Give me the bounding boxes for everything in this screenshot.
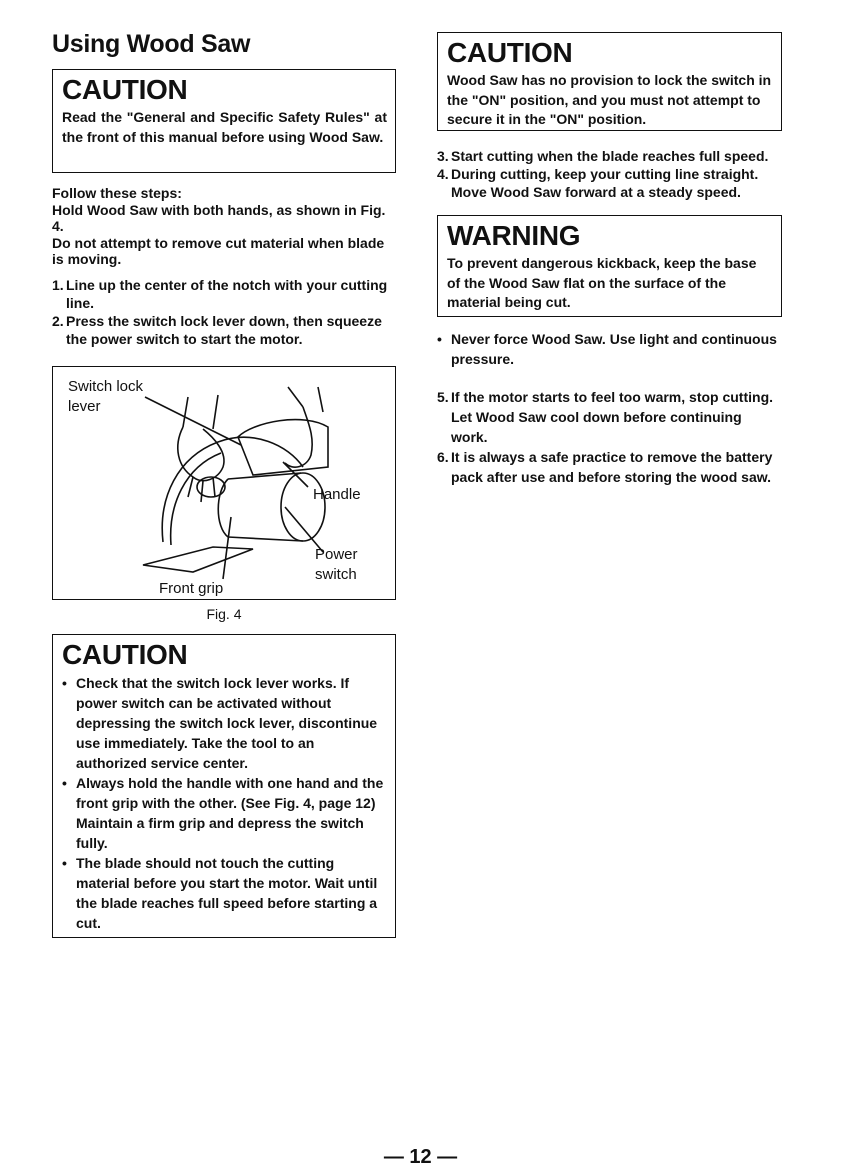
warning-box-kickback <box>437 215 782 317</box>
step-number: 3. <box>437 148 449 164</box>
step-item <box>52 312 396 348</box>
pointer-switch-lock <box>145 397 241 445</box>
handle-shape <box>238 419 328 474</box>
bullet-dot-icon: • <box>62 674 67 691</box>
label-power-switch: Power switch <box>315 545 358 583</box>
step-item <box>437 165 782 201</box>
step-item <box>52 276 396 312</box>
bullet-text: The blade should not touch the cutting material before you start the motor. Wait until the blade reaches full speed before starting a cut. <box>76 854 378 931</box>
intro-instructions <box>52 185 396 268</box>
figure-caption: Fig. 4 <box>206 605 242 622</box>
step-item <box>437 147 782 165</box>
bullet-text: Never force Wood Saw. Use light and continuous pressure. <box>451 331 777 367</box>
motor-cylinder <box>281 473 325 541</box>
bullet-dot-icon: • <box>62 854 67 871</box>
label-front-grip: Front grip <box>159 579 224 597</box>
blade-guard-arc <box>162 437 303 542</box>
step-text: Start cutting when the blade reaches full speed. <box>451 148 769 164</box>
step-item <box>437 447 782 487</box>
step-number: 4. <box>437 166 449 182</box>
warning-text: To prevent dangerous kickback, keep the base of the Wood Saw flat on the surface of the material being cut. <box>447 255 757 310</box>
caution-heading: CAUTION <box>447 37 573 68</box>
steps-list-right-2 <box>437 387 782 487</box>
section-title: Using Wood Saw <box>52 30 251 58</box>
step-text: If the motor starts to feel too warm, stop cutting. Let Wood Saw cool down before continuing work. <box>451 389 774 445</box>
label-handle: Handle <box>313 485 361 503</box>
caution-bullets <box>62 673 387 933</box>
intro-line-follow-steps: Follow these steps: <box>52 185 182 201</box>
caution-box-general-rules <box>52 69 396 173</box>
caution-heading: CAUTION <box>62 74 188 105</box>
caution-bullet <box>62 853 387 933</box>
caution-box-operation <box>52 634 396 938</box>
caution-bullet <box>62 773 387 853</box>
caution-box-no-lock <box>437 32 782 131</box>
bullet-text: Check that the switch lock lever works. If power switch can be activated without depressing the switch lock lever, discontinue use immediately. Take the tool to an authorized service center. <box>76 674 378 771</box>
caution-bullet <box>62 673 387 773</box>
bullet-list-right <box>437 329 782 369</box>
steps-list-right <box>437 147 782 201</box>
step-number: 2. <box>52 312 64 329</box>
intro-line-do-not-remove: Do not attempt to remove cut material when blade is moving. <box>52 234 385 267</box>
warning-heading: WARNING <box>447 220 581 251</box>
step-number: 6. <box>437 449 449 465</box>
intro-line-hold-saw: Hold Wood Saw with both hands, as shown in Fig. 4. <box>52 201 386 234</box>
steps-list-left <box>52 276 396 348</box>
right-column <box>437 28 782 487</box>
step-item <box>437 387 782 447</box>
caution-text: Read the "General and Specific Safety Rules" at the front of this manual before using Wood Saw. <box>62 109 387 145</box>
caution-heading: CAUTION <box>62 638 188 670</box>
left-column <box>52 28 396 938</box>
label-switch-lock-lever: Switch lock lever <box>68 377 144 415</box>
step-number: 5. <box>437 389 449 405</box>
step-number: 1. <box>52 276 64 293</box>
page-number: — 12 — <box>383 1146 458 1168</box>
right-hand <box>285 407 312 467</box>
bullet-dot-icon: • <box>62 774 67 791</box>
step-text: It is always a safe practice to remove the battery pack after use and before storing the wood saw. <box>451 449 773 485</box>
step-text: During cutting, keep your cutting line straight. Move Wood Saw forward at a steady speed. <box>451 166 759 200</box>
step-text: Line up the center of the notch with your cutting line. <box>66 276 388 311</box>
bullet-item <box>437 329 782 369</box>
bullet-text: Always hold the handle with one hand and the front grip with the other. (See Fig. 4, page 12) Maintain a firm grip and depress the switch fully. <box>76 774 384 851</box>
caution-text: Wood Saw has no provision to lock the switch in the "ON" position, and you must not attempt to secure it in the "ON" position. <box>447 72 772 127</box>
figure-wood-saw-illustration <box>52 366 396 600</box>
base-plate <box>143 547 253 572</box>
bullet-dot-icon: • <box>437 331 442 347</box>
step-text: Press the switch lock lever down, then squeeze the power switch to start the motor. <box>66 312 382 347</box>
